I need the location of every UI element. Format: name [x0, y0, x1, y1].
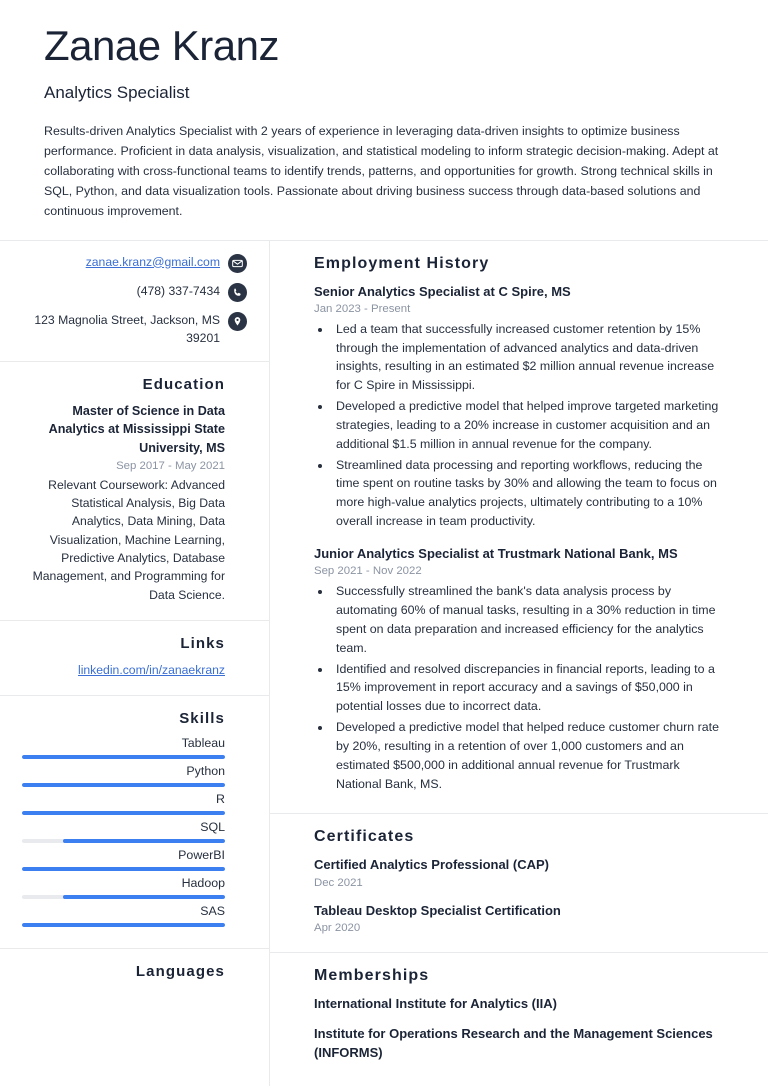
languages-heading: Languages [135, 963, 225, 981]
employment-entry [314, 283, 724, 531]
employment-history-section [270, 241, 768, 815]
languages-section [0, 949, 269, 1005]
candidate-name: Zanae Kranz [44, 22, 279, 69]
certificate-date: Dec 2021 [314, 876, 363, 889]
employment-entry-date: Jan 2023 - Present [314, 302, 411, 315]
skill-level-track [22, 867, 225, 871]
education-date: Sep 2017 - May 2021 [116, 459, 225, 472]
phone-value: (478) 337-7434 [136, 283, 220, 298]
membership-entry: International Institute for Analytics (IIA) [314, 995, 557, 1011]
employment-bullet-list [332, 320, 724, 531]
skill-level-fill [63, 839, 225, 843]
links-section [0, 621, 269, 696]
resume-main-column [270, 241, 768, 1086]
resume-header [0, 0, 768, 241]
skill-item [22, 904, 225, 927]
employment-bullet-list [332, 582, 724, 793]
skill-label: Hadoop [181, 876, 225, 891]
skill-level-track [22, 895, 225, 899]
education-entry [22, 402, 225, 604]
skill-level-fill [22, 783, 225, 787]
skill-label: Tableau [181, 736, 225, 751]
skill-level-fill [63, 895, 225, 899]
contact-row-phone[interactable] [22, 282, 247, 302]
skill-label: SAS [200, 904, 225, 919]
skills-section [0, 696, 269, 949]
employment-entry-title: Senior Analytics Specialist at C Spire, MS [314, 283, 571, 299]
memberships-heading: Memberships [314, 966, 430, 984]
employment-bullet: • Developed a predictive model that helped improve targeted marketing strategies, leading to a 20% increase in customer acquisition and an additional $1.5 million in annual revenue for the company. [332, 397, 724, 454]
employment-entry [314, 545, 724, 793]
education-description: Relevant Coursework: Advanced Statistical Analysis, Big Data Analytics, Data Mining, Data Visualization, Machine Learning, Predictive Analytics, Database Management, and Programming for Data Science. [32, 477, 225, 602]
employment-bullet: • Developed a predictive model that helped reduce customer churn rate by 20%, resulting in a retention of over 1,000 customers and an estimated $500,000 in additional annual revenue for Trustmark National Bank, MS. [332, 718, 724, 793]
skill-level-fill [22, 923, 225, 927]
resume-body [0, 241, 768, 1086]
education-degree: Master of Science in Data Analytics at Mississippi State University, MS [48, 404, 225, 455]
skills-heading: Skills [179, 710, 225, 728]
contact-row-address[interactable] [22, 311, 247, 348]
certificates-section [270, 814, 768, 952]
skill-level-track [22, 811, 225, 815]
employment-history-heading: Employment History [314, 254, 490, 272]
envelope-icon [228, 254, 247, 273]
skill-level-track [22, 783, 225, 787]
phone-icon [228, 283, 247, 302]
skill-item [22, 792, 225, 815]
employment-entry-list [314, 283, 724, 794]
skill-item [22, 876, 225, 899]
skill-level-fill [22, 755, 225, 759]
skill-label: PowerBI [178, 848, 225, 863]
skill-level-fill [22, 867, 225, 871]
linkedin-link[interactable]: linkedin.com/in/zanaekranz [77, 662, 225, 677]
skill-level-track [22, 839, 225, 843]
memberships-section [270, 953, 768, 1080]
employment-bullet: • Identified and resolved discrepancies in financial reports, leading to a 15% improvement in report accuracy and a savings of $50,000 in potential losses due to incorrect data. [332, 660, 724, 717]
skill-level-track [22, 923, 225, 927]
certificates-entry-list [314, 856, 724, 933]
candidate-job-title: Analytics Specialist [44, 83, 190, 103]
skill-label: Python [186, 764, 225, 779]
resume-sidebar [0, 241, 270, 1086]
employment-bullet: • Successfully streamlined the bank's data analysis process by automating 60% of manual tasks, resulting in a 30% reduction in time spent on data preparation and increased efficiency for the analytics team. [332, 582, 724, 657]
email-value[interactable]: zanae.kranz@gmail.com [85, 254, 220, 269]
skills-list [22, 736, 225, 927]
education-section [0, 362, 269, 621]
skill-level-fill [22, 811, 225, 815]
skill-item [22, 736, 225, 759]
employment-entry-date: Sep 2021 - Nov 2022 [314, 565, 422, 578]
professional-summary: Results-driven Analytics Specialist with 2 years of experience in leveraging data-driven insights to optimize business performance. Proficient in data analysis, visualization, and statistical modeling to inform strategic decision-making. Adept at collaborating with cross-functional teams to identify trends, patterns, and opportunities for growth. Strong technical skills in SQL, Python, and data visualization tools. Passionate about driving business success through data-based solutions and continuous improvement. [44, 124, 719, 219]
certificate-title: Certified Analytics Professional (CAP) [314, 857, 550, 873]
address-value: 123 Magnolia Street, Jackson, MS 39201 [34, 312, 220, 345]
membership-entry: Institute for Operations Research and the Management Sciences (INFORMS) [314, 1026, 713, 1060]
certificates-heading: Certificates [314, 828, 415, 846]
links-heading: Links [180, 634, 225, 652]
certificate-entry [314, 902, 724, 934]
certificate-entry [314, 856, 724, 888]
certificate-date: Apr 2020 [314, 921, 361, 934]
employment-bullet: • Led a team that successfully increased customer retention by 15% through the implementation of advanced analytics and data-driven insights, resulting in an estimated $2 million annual revenue increase for C Spire in Mississippi. [332, 320, 724, 395]
certificate-title: Tableau Desktop Specialist Certification [314, 902, 561, 918]
contact-section [0, 241, 269, 363]
skill-level-track [22, 755, 225, 759]
skill-label: R [216, 792, 225, 807]
location-pin-icon [228, 312, 247, 331]
employment-entry-title: Junior Analytics Specialist at Trustmark National Bank, MS [314, 545, 678, 561]
skill-item [22, 820, 225, 843]
skill-label: SQL [200, 820, 225, 835]
employment-bullet: • Streamlined data processing and reporting workflows, reducing the time spent on routine tasks by 30% and allowing the team to focus on more high-value analytics projects, ultimately contributing to a 10% overall increase in team productivity. [332, 456, 724, 531]
education-heading: Education [142, 376, 225, 394]
skill-item [22, 764, 225, 787]
contact-row-email[interactable] [22, 253, 247, 273]
memberships-entry-list [314, 995, 724, 1062]
skill-item [22, 848, 225, 871]
